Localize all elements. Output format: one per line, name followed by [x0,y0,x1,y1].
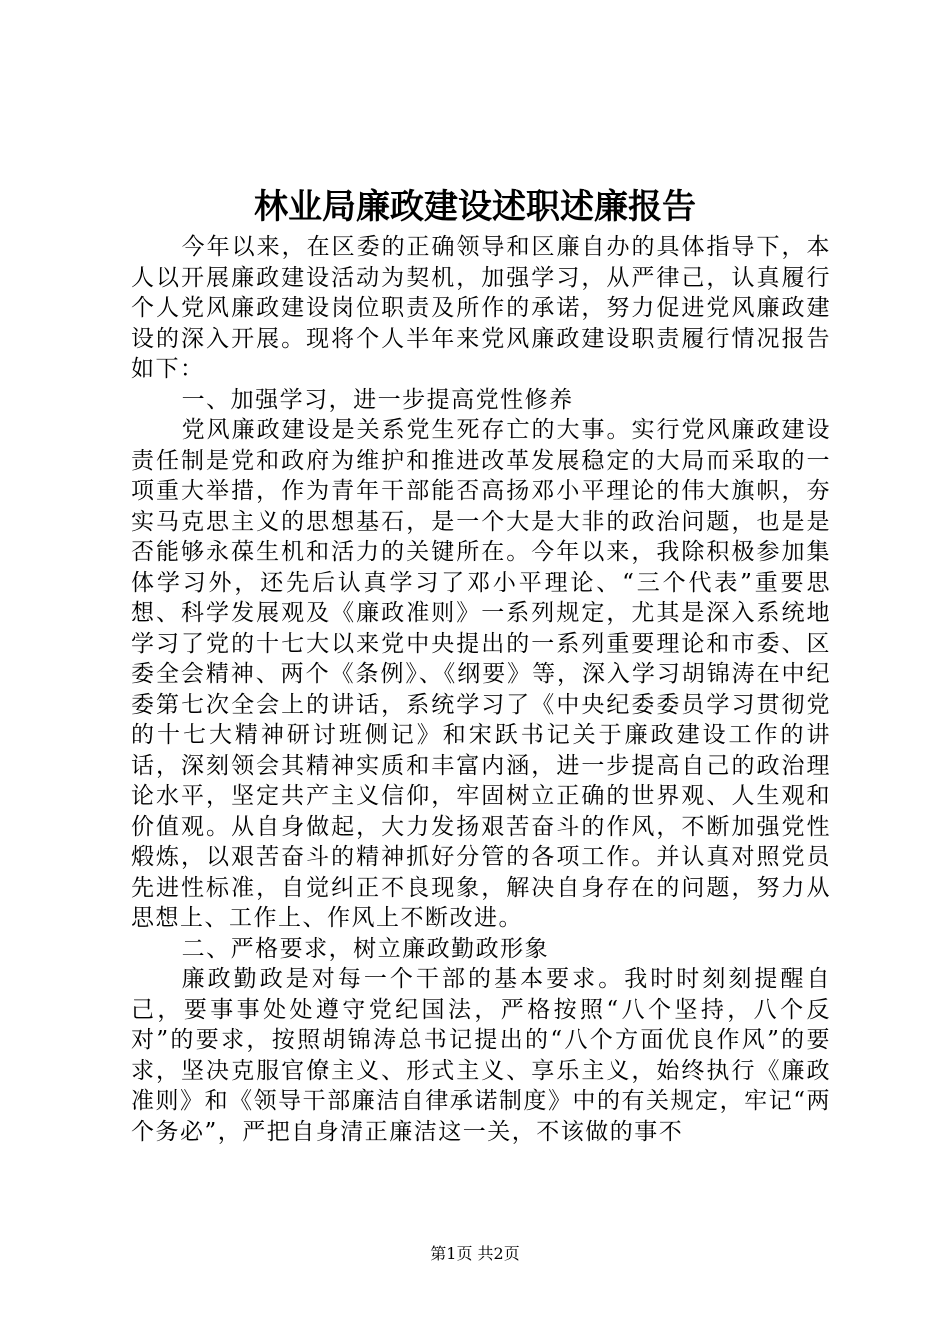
section-heading-1: 一、加强学习，进一步提高党性修养 [181,386,574,413]
document-title: 林业局廉政建设述职述廉报告 [254,187,696,227]
section-heading-2: 二、严格要求，树立廉政勤政形象 [181,935,550,962]
paragraph-intro: 今年以来，在区委的正确领导和区廉自办的具体指导下，本人以开展廉政建设活动为契机，加强学习，从严律己，认真履行个人党风廉政建设岗位职责及所作的承诺，努力促进党风廉政建设的深入开展。现将个人半年来党风廉政建设职责履行情况报告如下： [131,234,831,382]
page-number-footer: 第1页 共2页 [430,1244,520,1263]
paragraph-section-1: 党风廉政建设是关系党生死存亡的大事。实行党风廉政建设责任制是党和政府为维护和推进改革发展稳定的大局而采取的一项重大举措，作为青年干部能否高扬邓小平理论的伟大旗帜，夯实马克思主义的思想基石，是一个大是大非的政治问题，也是是否能够永葆生机和活力的关键所在。今年以来，我除积极参加集体学习外，还先后认真学习了邓小平理论、“三个代表”重要思想、科学发展观及《廉政准则》一系列规定，尤其是深入系统地学习了党的十七大以来党中央提出的一系列重要理论和市委、区委全会精神、两个《条例》、《纲要》等，深入学习胡锦涛在中纪委第七次全会上的讲话，系统学习了《中央纪委委员学习贯彻党的十七大精神研讨班侧记》和宋跃书记关于廉政建设工作的讲话，深刻领会其精神实质和丰富内涵，进一步提高自己的政治理论水平，坚定共产主义信仰，牢固树立正确的世界观、人生观和价值观。从自身做起，大力发扬艰苦奋斗的作风，不断加强党性煅炼，以艰苦奋斗的精神抓好分管的各项工作。并认真对照党员先进性标准，自觉纠正不良现象，解决自身存在的问题，努力从思想上、工作上、作风上不断改进。 [131,417,831,931]
document-body [131,232,831,1147]
paragraph-section-2: 廉政勤政是对每一个干部的基本要求。我时时刻刻提醒自己，要事事处处遵守党纪国法，严格按照“八个坚持，八个反对”的要求，按照胡锦涛总书记提出的“八个方面优良作风”的要求，坚决克服官僚主义、形式主义、享乐主义，始终执行《廉政准则》和《领导干部廉洁自律承诺制度》中的有关规定，牢记“两个务必”，严把自身清正廉洁这一关，不该做的事不 [131,966,831,1145]
